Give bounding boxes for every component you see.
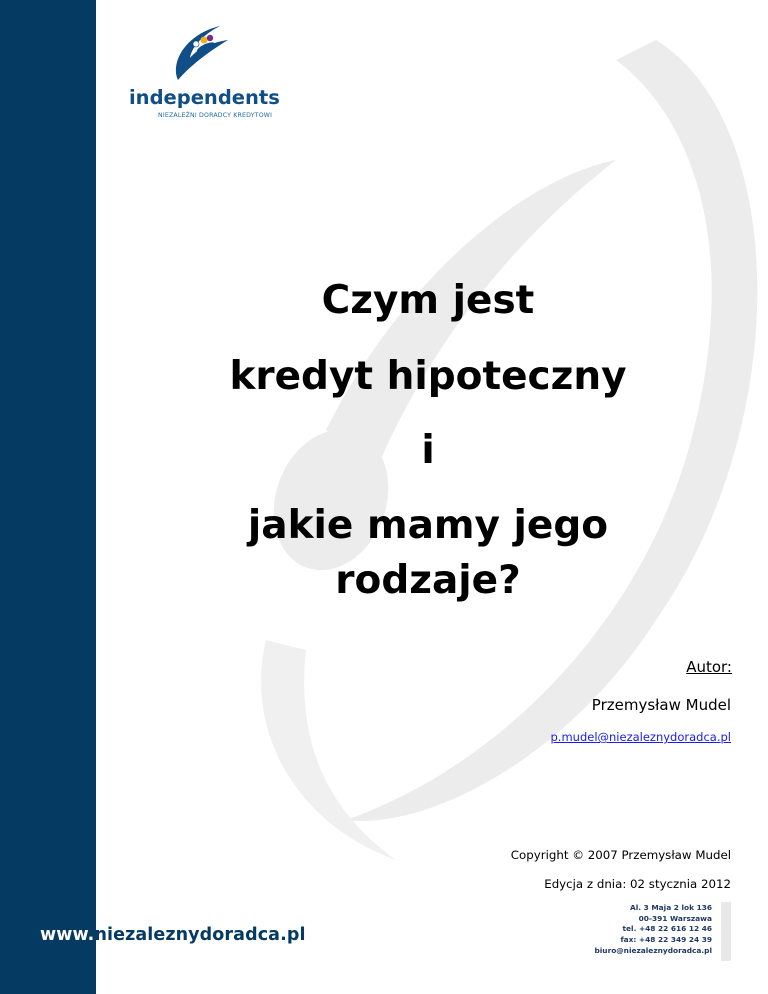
address-fax: fax: +48 22 349 24 39 [620, 935, 712, 945]
sidebar-band [0, 0, 96, 994]
copyright-notice: Copyright © 2007 Przemysław Mudel [510, 848, 731, 862]
logo-wordmark: independents [129, 86, 280, 109]
author-label: Autor: [686, 658, 732, 676]
company-logo [126, 22, 286, 132]
website-prefix: www. [40, 925, 95, 945]
title-line-3: i [421, 428, 435, 473]
author-name: Przemysław Mudel [591, 696, 731, 714]
logo-swoosh-icon [168, 22, 238, 87]
address-phone: tel. +48 22 616 12 46 [622, 924, 712, 934]
title-line-5: rodzaje? [335, 558, 521, 603]
logo-tagline: NIEZALEŻNI DORADCY KREDYTOWI [158, 112, 273, 119]
address-email: biuro@niezaleznydoradca.pl [594, 945, 712, 955]
address-city: 00-391 Warszawa [638, 913, 712, 923]
title-line-4: jakie mamy jego [247, 503, 609, 548]
contact-address [594, 903, 712, 957]
edition-date: Edycja z dnia: 02 stycznia 2012 [544, 877, 731, 891]
author-email-link[interactable]: p.mudel@niezaleznydoradca.pl [550, 730, 731, 744]
address-divider [721, 902, 731, 961]
website-url[interactable] [40, 925, 306, 945]
website-domain: niezaleznydoradca.pl [94, 925, 306, 945]
watermark-swirl [96, 0, 768, 994]
address-street: Al. 3 Maja 2 lok 136 [629, 903, 712, 912]
title-line-2: kredyt hipoteczny [229, 354, 627, 399]
title-line-1: Czym jest [321, 278, 535, 323]
